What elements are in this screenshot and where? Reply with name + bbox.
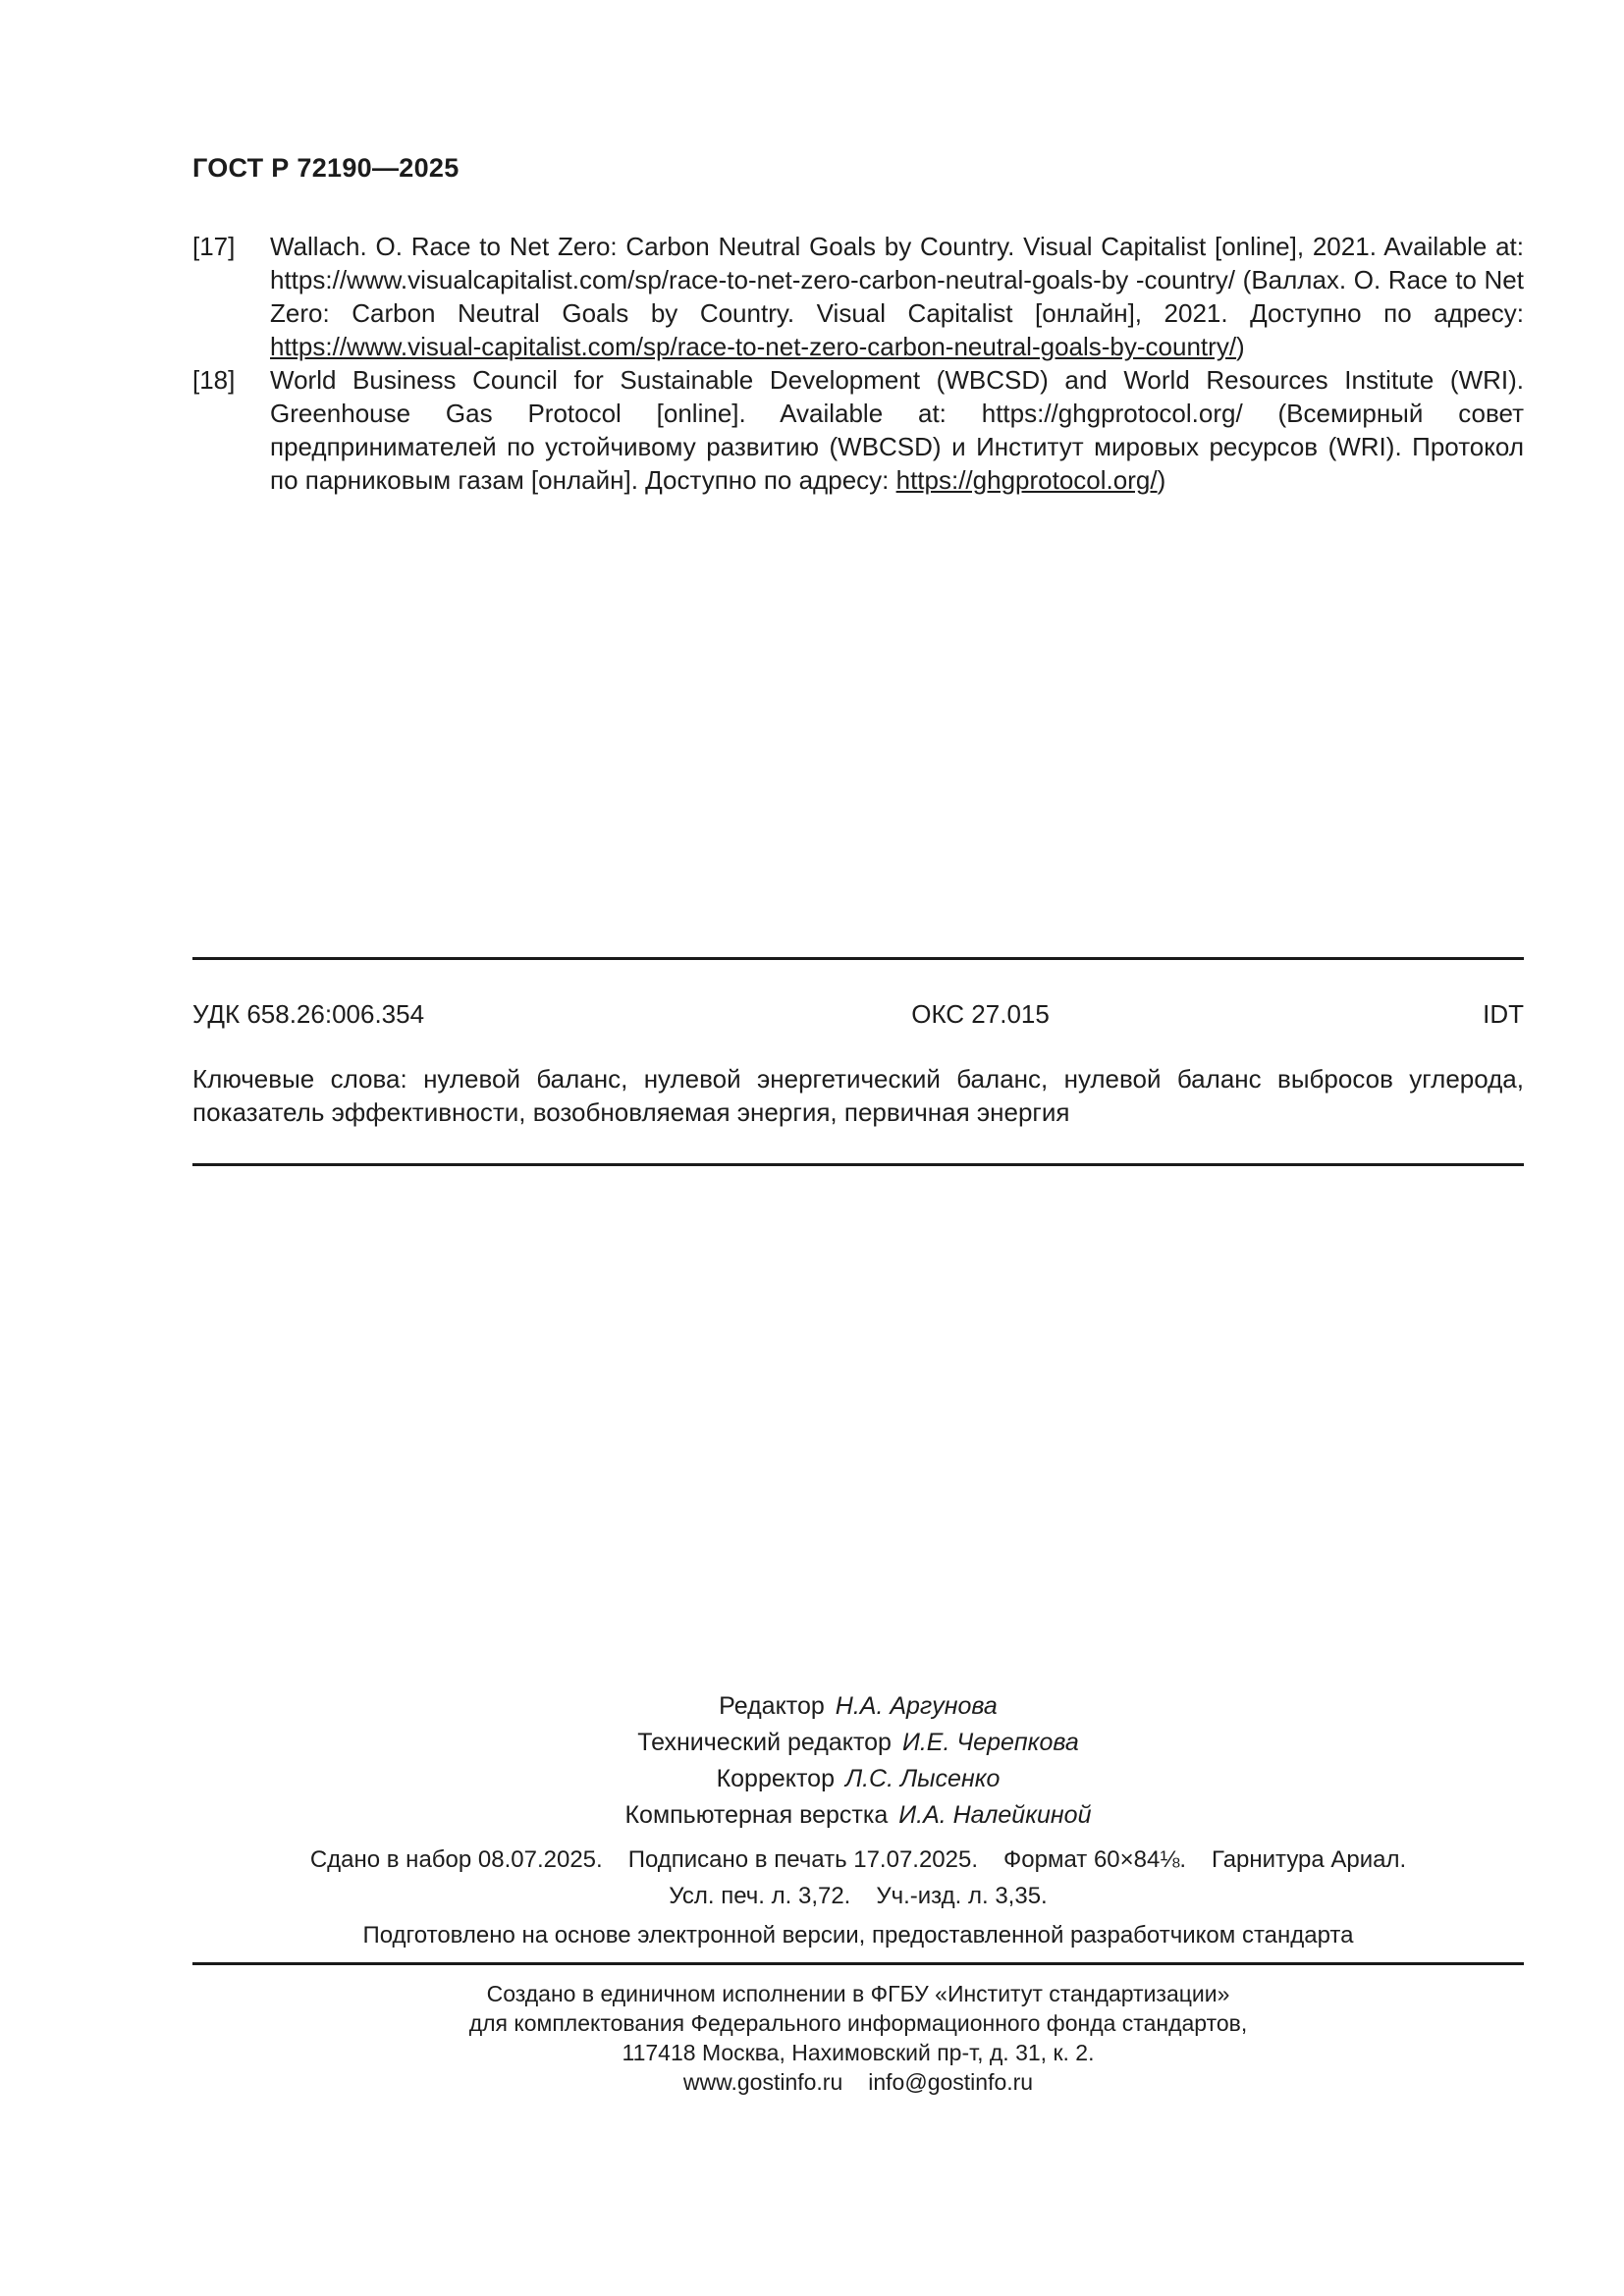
oks-code: ОКС 27.015 [911, 999, 1050, 1029]
credit-person-name: И.Е. Черепкова [901, 1729, 1079, 1756]
imprint-segment: Формат 60×84⅛. [1003, 1846, 1187, 1873]
bib-ref-text [270, 230, 1524, 363]
imprint-segment: Усл. печ. л. 3,72. [669, 1883, 851, 1909]
imprint-line-2 [192, 1878, 1524, 1914]
imprint-block [192, 1842, 1524, 1914]
separator-rule-bottom [192, 1962, 1524, 1965]
imprint-segment: Гарнитура Ариал. [1212, 1846, 1407, 1873]
separator-rule-middle [192, 1163, 1524, 1166]
keywords-paragraph: Ключевые слова: нулевой баланс, нулевой энергетический баланс, нулевой баланс выбросов углерода, показатель эффективности, возобновляемая энергия, первичная энергия [192, 1064, 1524, 1127]
bib-ref-text-before: Wallach. O. Race to Net Zero: Carbon Neutral Goals by Country. Visual Capitalist [online], 2021. Available at: https://www.visualcapitalist.com/sp/race-to-net-zero-carbon-neutral-goals-by -country/ (Валлах. О. Race to Net Zero: Carbon Neutral Goals by Country. Visual Capitalist [онлайн], 2021. Доступно по адресу: [270, 232, 1524, 328]
udk-code: УДК 658.26:006.354 [192, 999, 425, 1029]
credit-role-label: Технический редактор [637, 1729, 892, 1756]
bibliography-entry-17 [192, 230, 1524, 363]
imprint-line-1 [192, 1842, 1524, 1878]
bib-ref-text-after: ) [1157, 465, 1166, 495]
bib-ref-number: [17] [192, 232, 236, 261]
publisher-block [192, 1979, 1524, 2097]
bib-ref-number: [18] [192, 365, 236, 395]
credit-role-label: Компьютерная верстка [624, 1801, 889, 1829]
bibliography-section [192, 230, 1524, 497]
credit-role-label: Корректор [716, 1765, 835, 1792]
publisher-line-1: Создано в единичном исполнении в ФГБУ «Институт стандартизации» [486, 1981, 1230, 2006]
publisher-contacts [192, 2067, 1524, 2097]
bibliography-entry-18 [192, 363, 1524, 497]
doc-code-header: ГОСТ Р 72190—2025 [192, 153, 460, 183]
bib-ref-link[interactable]: https://www.visual-capitalist.com/sp/race-to-net-zero-carbon-neutral-goals-by-country/ [270, 332, 1237, 361]
credit-person-name: Л.С. Лысенко [844, 1765, 1001, 1792]
imprint-segment: Сдано в набор 08.07.2025. [309, 1846, 603, 1873]
credit-role-label: Редактор [719, 1692, 825, 1720]
classification-line [192, 999, 1524, 1033]
publisher-website: www.gostinfo.ru [682, 2069, 843, 2095]
bib-ref-text [270, 363, 1524, 497]
bib-ref-text-before: World Business Council for Sustainable Development (WBCSD) and World Resources Institute (WRI). Greenhouse Gas Protocol [online]. Available at: https://ghgprotocol.org/ (Всемирный совет предпринимателей по устойчивому развитию (WBCSD) и Институт мировых ресурсов (WRI). Протокол по парниковым газам [онлайн]. Доступно по адресу: [270, 365, 1524, 495]
credit-row-proofreader [192, 1761, 1524, 1797]
separator-rule-top [192, 957, 1524, 960]
credits-block [192, 1688, 1524, 1834]
imprint-segment: Уч.-изд. л. 3,35. [876, 1883, 1048, 1909]
credit-person-name: Н.А. Аргунова [835, 1692, 998, 1720]
publisher-email: info@gostinfo.ru [868, 2069, 1034, 2095]
prepared-note: Подготовлено на основе электронной версии, предоставленной разработчиком стандарта [362, 1922, 1354, 1949]
bib-ref-link[interactable]: https://ghgprotocol.org/ [895, 465, 1158, 495]
imprint-segment: Подписано в печать 17.07.2025. [627, 1846, 979, 1873]
idt-marker: IDT [1483, 999, 1524, 1029]
publisher-address: 117418 Москва, Нахимовский пр-т, д. 31, к. 2. [622, 2040, 1095, 2065]
publisher-line-2: для комплектования Федерального информационного фонда стандартов, [468, 2010, 1248, 2036]
bib-ref-text-after: ) [1236, 332, 1245, 361]
credit-row-technical-editor [192, 1725, 1524, 1761]
credit-row-editor [192, 1688, 1524, 1725]
credit-person-name: И.А. Налейкиной [898, 1801, 1092, 1829]
credit-row-layout [192, 1797, 1524, 1834]
